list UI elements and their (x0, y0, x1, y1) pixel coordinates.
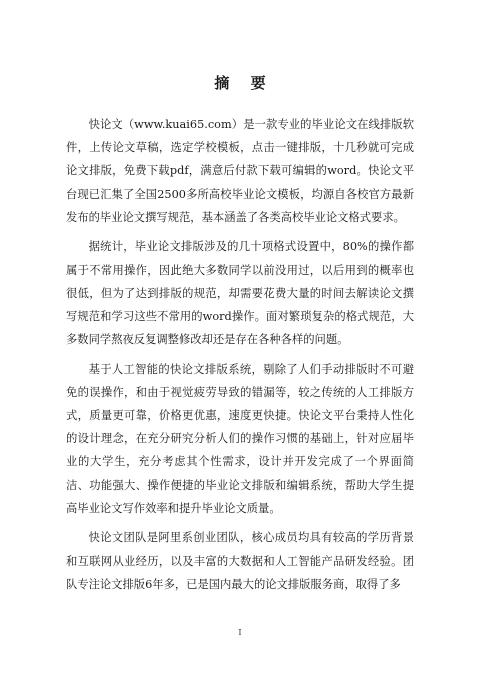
paragraph-3: 基于人工智能的快论文排版系统，剔除了人们手动排版时不可避免的误操作，和由于视觉疲劳导致的错漏等，较之传统的人工排版方式，质量更可靠，价格更优惠，速度更快捷。快论文平台秉持人性化的设计理念，在充分研究分析人们的操作习惯的基础上，针对应届毕业的大学生，充分考虑其个性需求，设计并开发完成了一个界面简洁、功能强大、操作便捷的毕业论文排版和编辑系统，帮助大学生提高毕业论文写作效率和提升毕业论文质量。 (66, 362, 414, 515)
page-title: 摘 要 (214, 74, 274, 92)
page-number: I (238, 628, 242, 637)
paragraph-2: 据统计，毕业论文排版涉及的几十项格式设置中，80%的操作都属于不常用操作，因此绝大多数同学以前没用过，以后用到的概率也很低，但为了达到排版的规范，却需要花费大量的时间去解读论文撰写规范和学习这些不常用的word操作。面对繁琐复杂的格式规范，大多数同学熬夜反复调整修改却还是存在各种各样的问题。 (66, 240, 414, 347)
abstract-body (66, 113, 414, 602)
paragraph-4: 快论文团队是阿里系创业团队，核心成员均具有较高的学历背景和互联网从业经历，以及丰富的大数据和人工智能产品研发经验。团队专注论文排版6年多，已是国内最大的论文排版服务商，取得了多 (66, 531, 414, 591)
paragraph-1: 快论文（www.kuai65.com）是一款专业的毕业论文在线排版软件，上传论文草稿，选定学校模板，点击一键排版，十几秒就可完成论文排版，免费下载pdf，满意后付款下载可编辑的word。快论文平台现已汇集了全国2500多所高校毕业论文模板，均源自各校官方最新发布的毕业论文撰写规范，基本涵盖了各类高校毕业论文格式要求。 (66, 118, 414, 224)
